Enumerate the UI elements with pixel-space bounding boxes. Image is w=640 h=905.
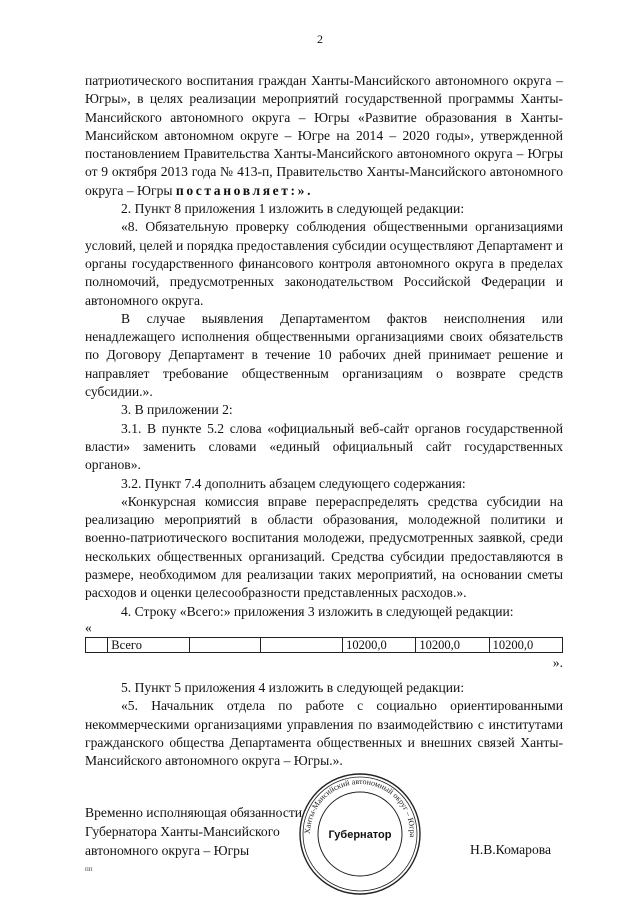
- quote-open: «: [85, 619, 92, 635]
- paragraph-clause-8: «8. Обязательную проверку соблюдения общественными организациями условий, целей и порядка предоставления субсидии осуществляют Департамент и органы государственного финансового контроля автономного округа в пределах полномочий, предусмотренных законодательством Российской Федерации и автономного округа.: [85, 219, 563, 308]
- table-cell-value: 10200,0: [416, 637, 489, 652]
- signatory-block: [85, 803, 302, 860]
- page-number: 2: [317, 32, 323, 46]
- signatory-line-1: Временно исполняющая обязанности: [85, 805, 303, 820]
- paragraph-item-3-1: 3.1. В пункте 5.2 слова «официальный веб-сайт органов государственной власти» заменить словами «единый официальный сайт государственных органов».: [85, 420, 563, 473]
- seal-center-text: Губернатор: [328, 829, 392, 841]
- table-row: [86, 637, 563, 652]
- paragraph-item-3: 3. В приложении 2:: [121, 402, 233, 418]
- table-cell: [190, 637, 261, 652]
- document-body: [85, 72, 563, 770]
- paragraph-clause-5: «5. Начальник отдела по работе с социально ориентированными некоммерческими организациями управления по взаимодействию с институтами гражданского общества Департамента общественных и внешних связей Ханты-Мансийского автономного округа – Югры.».: [85, 698, 563, 769]
- table-cell-value: 10200,0: [489, 637, 562, 652]
- table-cell: [261, 637, 343, 652]
- paragraph-commission: «Конкурсная комиссия вправе перераспределять средства субсидии на реализацию мероприятий в области образования, молодежной политики и военно-патриотического воспитания молодежи, предусмотренных заявкой, среди нескольких общественных организаций. Средства субсидии предоставляются в размере, необходимом для реализации таких мероприятий, на основании сметы расходов и оценки целесообразности представленных расходов.».: [85, 493, 563, 601]
- footer-code: пп: [85, 865, 93, 873]
- table-cell: [86, 637, 108, 652]
- signatory-line-3: автономного округа – Югры: [85, 843, 250, 858]
- total-row-table: [85, 637, 563, 653]
- postanovlyaet-text: постановляет:».: [175, 182, 314, 198]
- paragraph-item-5: 5. Пункт 5 приложения 4 изложить в следующей редакции:: [121, 679, 465, 695]
- table-cell-value: 10200,0: [343, 637, 416, 652]
- paragraph-item-2: 2. Пункт 8 приложения 1 изложить в следующей редакции:: [121, 201, 465, 217]
- preamble-text: патриотического воспитания граждан Ханты-Мансийского автономного округа – Югры», в целях реализации мероприятий государственной программы Ханты-Мансийского автономного округа – Югры «Развитие образования в Ханты-Мансийском автономном округе – Югре на 2014 – 2020 годы», утвержденной постановлением Правительства Ханты-Мансийского автономного округа – Югры от 9 октября 2013 года № 413-п, Правительство Ханты-Мансийского автономного округа – Югры: [85, 73, 563, 198]
- seal-ring-text: Ханты-Мансийский автономный округ – Югра: [302, 776, 418, 838]
- official-seal: [296, 770, 424, 898]
- paragraph-preamble: [85, 72, 563, 200]
- signatory-name: Н.В.Комарова: [470, 842, 552, 857]
- paragraph-item-3-2: 3.2. Пункт 7.4 дополнить абзацем следующего содержания:: [121, 475, 466, 491]
- paragraph-violations: В случае выявления Департаментом фактов неисполнения или ненадлежащего исполнения общественными организациями своих обязательств по Договору Департамент в течение 10 рабочих дней принимает решение и направляет требование общественным организациям о возврате средств субсидии.».: [85, 310, 563, 400]
- signatory-line-2: Губернатора Ханты-Мансийского: [85, 824, 280, 839]
- table-cell-total-label: Всего: [108, 637, 190, 652]
- quote-close: ».: [552, 654, 563, 670]
- paragraph-item-4: 4. Строку «Всего:» приложения 3 изложить в следующей редакции:: [121, 603, 514, 619]
